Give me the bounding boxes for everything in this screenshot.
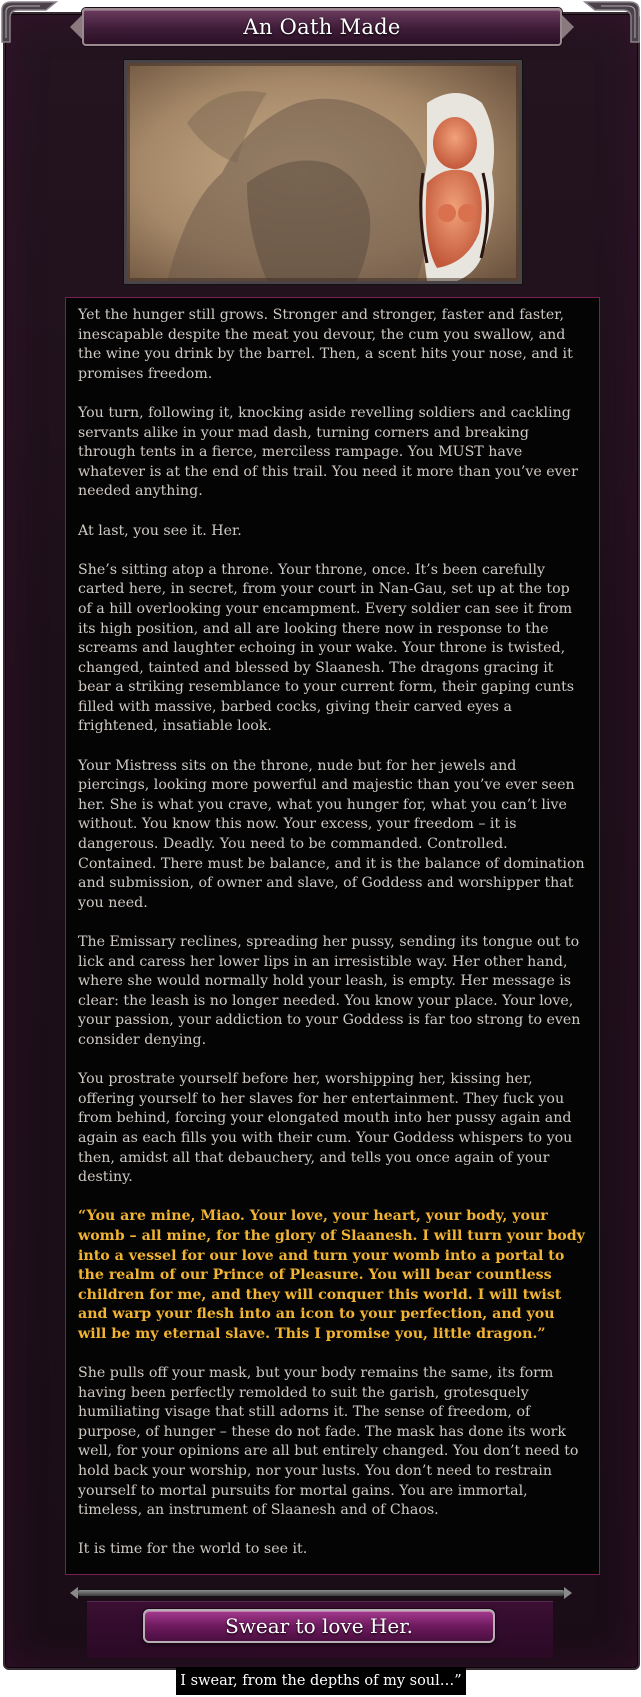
- divider-bar: [78, 1590, 564, 1596]
- story-paragraph: Yet the hunger still grows. Stronger and stronger, faster and faster, inescapable despite the meat you devour, the cum you swallow, and the wine you drink by the barrel. Then, a scent hits your nose, and it promises freedom.: [78, 307, 573, 382]
- story-paragraph: She pulls off your mask, but your body remains the same, its form having been perfectly remolded to suit the garish, grotesquely humiliating visage that still adorns it. The sense of freedom, of purpose, of hunger – these do not fade. The mask has done its work well, for your opinions are all but entirely changed. You don’t need to hold back your worship, nor your lusts. You don’t need to restrain yourself to mortal pursuits for mortal gains. You are immortal, timeless, an instrument of Slaanesh and of Chaos.: [78, 1365, 579, 1519]
- ornament-corner-right: [583, 0, 641, 44]
- ornament-corner-left: [0, 0, 58, 44]
- story-paragraph: It is time for the world to see it.: [78, 1541, 308, 1558]
- oath-quote: “You are mine, Miao. Your love, your heart, your body, your womb – all mine, for the glory of Slaanesh. I will turn your body into a vessel for our love and turn your womb into a portal to the realm of our Prince of Pleasure. You will bear countless children for me, and they will conquer this world. I will twist and warp your flesh into an icon to your perfection, and you will be my eternal slave. This I promise you, little dragon.”: [78, 1208, 585, 1342]
- story-text-panel: [65, 297, 600, 1575]
- story-paragraph: The Emissary reclines, spreading her pussy, sending its tongue out to lick and caress her lower lips in an irresistible way. Her other hand, where she would normally hold your leash, is empty. Her message is clear: the leash is no longer needed. You know your place. Your love, your passion, your addiction to your Goddess is far too strong to even consider denying.: [78, 934, 581, 1048]
- choice-tooltip: I swear, from the depths of my soul…”: [176, 1667, 466, 1695]
- swear-button[interactable]: Swear to love Her.: [143, 1609, 495, 1643]
- title-banner: [82, 8, 562, 46]
- dialog-title: An Oath Made: [243, 15, 401, 39]
- story-paragraph: Your Mistress sits on the throne, nude but for her jewels and piercings, looking more powerful and majestic than you’ve ever seen her. She is what you crave, what you hunger for, what you can’t live without. You know this now. Your excess, your freedom – it is dangerous. Deadly. You need to be commanded. Controlled. Contained. There must be balance, and it is the balance of domination and submission, of owner and slave, of Goddess and worshipper that you need.: [78, 757, 585, 911]
- story-paragraph: At last, you see it. Her.: [78, 522, 242, 539]
- event-illustration: [124, 60, 522, 284]
- story-paragraph: She’s sitting atop a throne. Your throne, once. It’s been carefully carted here, in secret, from your court in Nan-Gau, set up at the top of a hill overlooking your encampment. Every soldier can see it from its high position, and all are looking there now in response to the screams and laughter echoing in your wake. Your throne is twisted, changed, tainted and blessed by Slaanesh. The dragons gracing it bear a striking resemblance to your current form, their gaping cunts filled with massive, barbed cocks, giving their carved eyes a frightened, insatiable look.: [78, 561, 575, 735]
- story-paragraph: You prostrate yourself before her, worshipping her, kissing her, offering yourself to her slaves for her entertainment. They fuck you from behind, forcing your elongated mouth into her pussy again and again as each fills you with their cum. Your Goddess whispers to you then, amidst all that debauchery, and tells you once again of your destiny.: [78, 1071, 573, 1186]
- story-paragraph: You turn, following it, knocking aside revelling soldiers and cackling servants alike in your mad dash, turning corners and breaking through tents in a fierce, merciless rampage. You MUST have whatever is at the end of this trail. You need it more than you’ve ever needed anything.: [78, 404, 578, 500]
